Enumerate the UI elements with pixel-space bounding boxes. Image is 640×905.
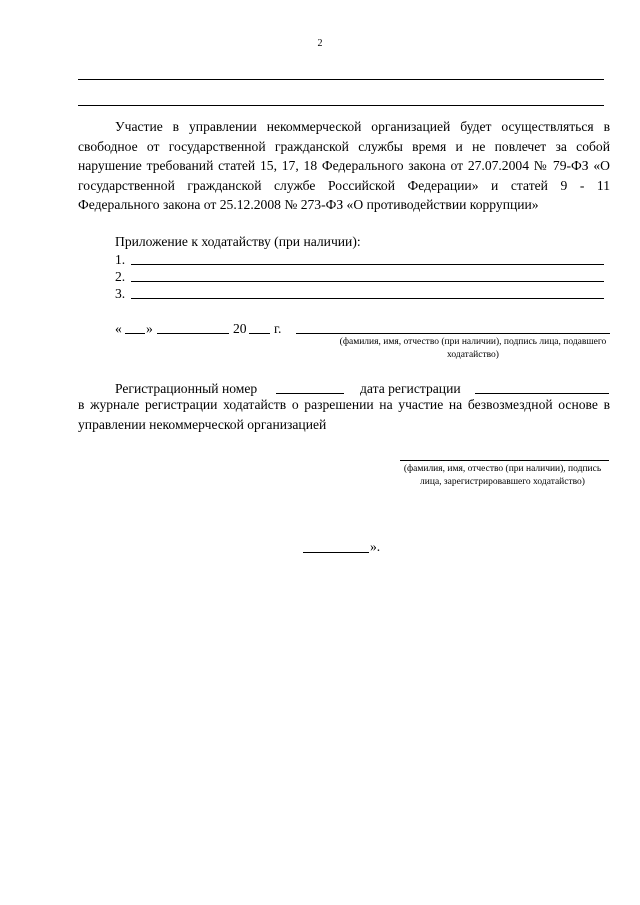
date-year-suffix: г. [274,321,282,336]
attachment-line-1[interactable] [131,264,604,265]
closing-blank-line[interactable] [303,552,369,553]
body-paragraph: Участие в управлении некоммерческой организацией будет осуществляться в свободное от государственной гражданской службы время и не повлечет за собой нарушение требований статей 15, 17, 18 Федерального закона от 27.07.2004 № 79-ФЗ «О государственной гражданской службе Российской Федерации» и статей 9 - 11 Федерального закона от 25.12.2008 № 273-ФЗ «О противодействии коррупции» [78,119,610,212]
attachment-number-3: 3. [115,286,126,301]
date-close-quote: » [146,321,153,336]
attachment-line-3[interactable] [131,298,604,299]
applicant-caption: (фамилия, имя, отчество (при наличии), подпись лица, подавшего ходатайство) [339,337,607,360]
attachment-number-1: 1. [115,252,126,267]
registration-continuation: в журнале регистрации ходатайств о разрешении на участие на безвозмездной основе в управлении некоммерческой организацией [78,397,610,432]
attachment-line-2[interactable] [131,281,604,282]
blank-line-top-2[interactable] [78,105,604,106]
attachments-heading: Приложение к ходатайству (при наличии): [115,234,361,249]
registrar-signature-line[interactable] [400,460,609,461]
page-number: 2 [317,38,323,49]
date-open-quote: « [115,321,122,336]
closing-mark: ». [370,539,381,554]
applicant-signature-line[interactable] [296,333,610,334]
registrar-caption: (фамилия, имя, отчество (при наличии), подпись лица, зарегистрировавшего ходатайство) [403,464,602,487]
registration-number-line[interactable] [276,393,344,394]
date-year-prefix: 20 [233,321,247,336]
date-day-line[interactable] [125,333,145,334]
registration-number-label: Регистрационный номер [115,381,258,396]
blank-line-top-1[interactable] [78,79,604,80]
attachment-number-2: 2. [115,269,126,284]
date-month-line[interactable] [157,333,229,334]
registration-date-line[interactable] [475,393,609,394]
registration-date-label: дата регистрации [360,381,461,396]
date-year-line[interactable] [249,333,270,334]
